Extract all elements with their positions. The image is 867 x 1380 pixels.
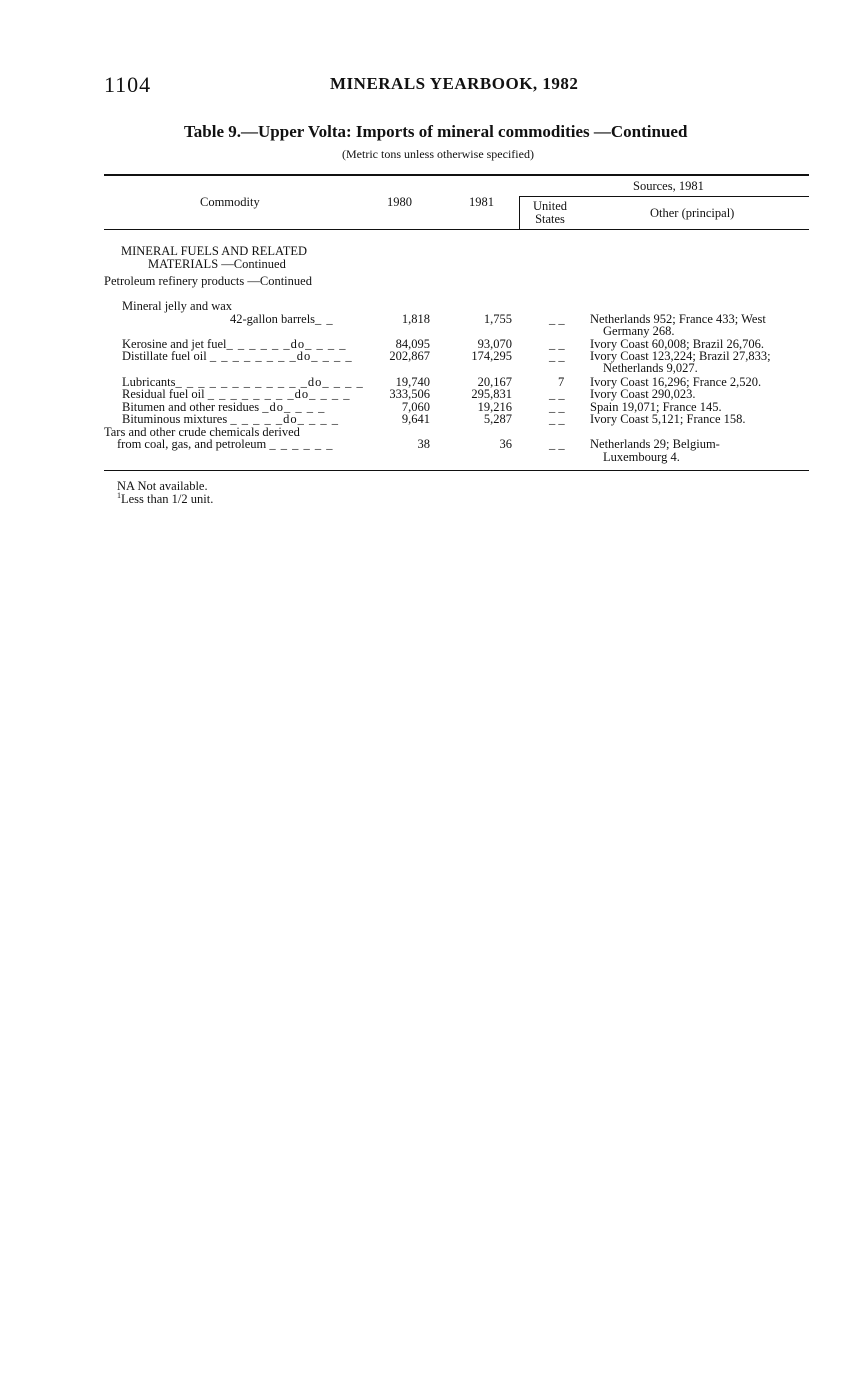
col-header-1981: 1981 (469, 195, 494, 209)
row-bituminous-1981: 5,287 (483, 412, 512, 426)
row-tars-us: _ _ (549, 437, 565, 451)
table-subtitle: (Metric tons unless otherwise specified) (342, 147, 534, 161)
row-distillate-1981: 174,295 (471, 349, 512, 363)
row-residual-us: _ _ (549, 387, 565, 401)
section-heading-line2: MATERIALS —Continued (148, 257, 286, 271)
col-header-states: States (535, 212, 565, 226)
leader-dots: _ _ _ _ _ _ _ _ _ _ _ _do_ _ _ _ (175, 375, 364, 389)
row-lubricants-other-1: Ivory Coast 16,296; France 2,520. (590, 375, 762, 389)
row-mineral-jelly-name: Mineral jelly and wax (122, 299, 233, 313)
col-header-commodity: Commodity (200, 195, 260, 209)
leader-dots: _ _ _ _ _ _ _ _do_ _ _ _ (207, 387, 351, 401)
table-title: Table 9.—Upper Volta: Imports of mineral commodities —Continued (184, 122, 688, 141)
footnote-text: Less than 1/2 unit. (121, 492, 214, 506)
row-tars-other-1: Netherlands 29; Belgium- (590, 437, 720, 451)
row-distillate-other-1: Ivory Coast 123,224; Brazil 27,833; (590, 349, 771, 363)
row-residual-other-1: Ivory Coast 290,023. (590, 387, 696, 401)
leader-dots: _ _ _ _ _ _ (269, 437, 334, 451)
section-heading-line1: MINERAL FUELS AND RELATED (121, 244, 307, 258)
table-top-rule (104, 174, 809, 176)
row-bitumen-us: _ _ (549, 400, 565, 414)
row-tars-name-2 (117, 438, 334, 451)
commodity-label: Residual fuel oil (122, 387, 205, 401)
header-bottom-rule (104, 229, 809, 230)
row-mineral-jelly-us: _ _ (549, 312, 565, 326)
row-bituminous-1980: 9,641 (401, 412, 430, 426)
row-mineral-jelly-unit (230, 313, 334, 326)
row-mineral-jelly-other-2: Germany 268. (603, 324, 675, 338)
col-header-united: United (532, 199, 568, 213)
row-mineral-jelly-1980: 1,818 (401, 312, 430, 326)
row-tars-1981: 36 (499, 437, 512, 451)
row-kerosine-1980: 84,095 (395, 337, 430, 351)
commodity-label: from coal, gas, and petroleum (117, 437, 267, 451)
row-distillate-1980: 202,867 (389, 349, 430, 363)
leader-dots: _ _ _ _ _ _do_ _ _ _ (226, 337, 347, 351)
col-header-sources: Sources, 1981 (633, 179, 704, 193)
row-kerosine-us: _ _ (549, 337, 565, 351)
row-lubricants-1980: 19,740 (395, 375, 430, 389)
commodity-label: Bitumen and other residues (122, 400, 260, 414)
commodity-label: Lubricants (122, 375, 176, 389)
row-bitumen-1980: 7,060 (401, 400, 430, 414)
row-bituminous-us: _ _ (549, 412, 565, 426)
row-bitumen-other-1: Spain 19,071; France 145. (590, 400, 722, 414)
page-number: 1104 (104, 72, 152, 97)
commodity-label: Bituminous mixtures (122, 412, 228, 426)
row-kerosine-other-1: Ivory Coast 60,008; Brazil 26,706. (590, 337, 764, 351)
col-header-united-states (522, 200, 578, 226)
row-residual-1981: 295,831 (471, 387, 512, 401)
leader-dots: _ _ (315, 312, 334, 326)
footnote-marker: 1 (117, 490, 121, 500)
col-header-other: Other (principal) (650, 206, 735, 220)
row-distillate-us: _ _ (549, 349, 565, 363)
sources-divider (519, 196, 520, 229)
sources-rule (519, 196, 809, 197)
row-lubricants-1981: 20,167 (477, 375, 512, 389)
row-distillate-name (122, 350, 353, 363)
row-residual-1980: 333,506 (389, 387, 430, 401)
leader-dots: _do_ _ _ _ (262, 400, 326, 414)
row-mineral-jelly-1981: 1,755 (483, 312, 512, 326)
row-mineral-jelly-other-1: Netherlands 952; France 433; West (590, 312, 766, 326)
unit-label: 42-gallon barrels (230, 312, 316, 326)
row-tars-name-1: Tars and other crude chemicals derived (104, 425, 300, 439)
row-tars-other-2: Luxembourg 4. (603, 450, 680, 464)
commodity-label: Kerosine and jet fuel (122, 337, 227, 351)
subsection-heading: Petroleum refinery products —Continued (104, 274, 312, 288)
leader-dots: _ _ _ _ _ _ _ _do_ _ _ _ (209, 349, 353, 363)
row-distillate-other-2: Netherlands 9,027. (603, 361, 698, 375)
footnote-one (117, 492, 213, 507)
commodity-label: Distillate fuel oil (122, 349, 207, 363)
col-header-1980: 1980 (387, 195, 412, 209)
running-head: MINERALS YEARBOOK, 1982 (330, 74, 579, 93)
table-bottom-rule (104, 470, 809, 471)
row-tars-1980: 38 (417, 437, 430, 451)
row-lubricants-us: 7 (558, 375, 565, 389)
row-kerosine-1981: 93,070 (477, 337, 512, 351)
row-bituminous-other-1: Ivory Coast 5,121; France 158. (590, 412, 746, 426)
leader-dots: _ _ _ _ _do_ _ _ _ (230, 412, 339, 426)
footnote-na: NA Not available. (117, 479, 208, 493)
row-bitumen-1981: 19,216 (477, 400, 512, 414)
